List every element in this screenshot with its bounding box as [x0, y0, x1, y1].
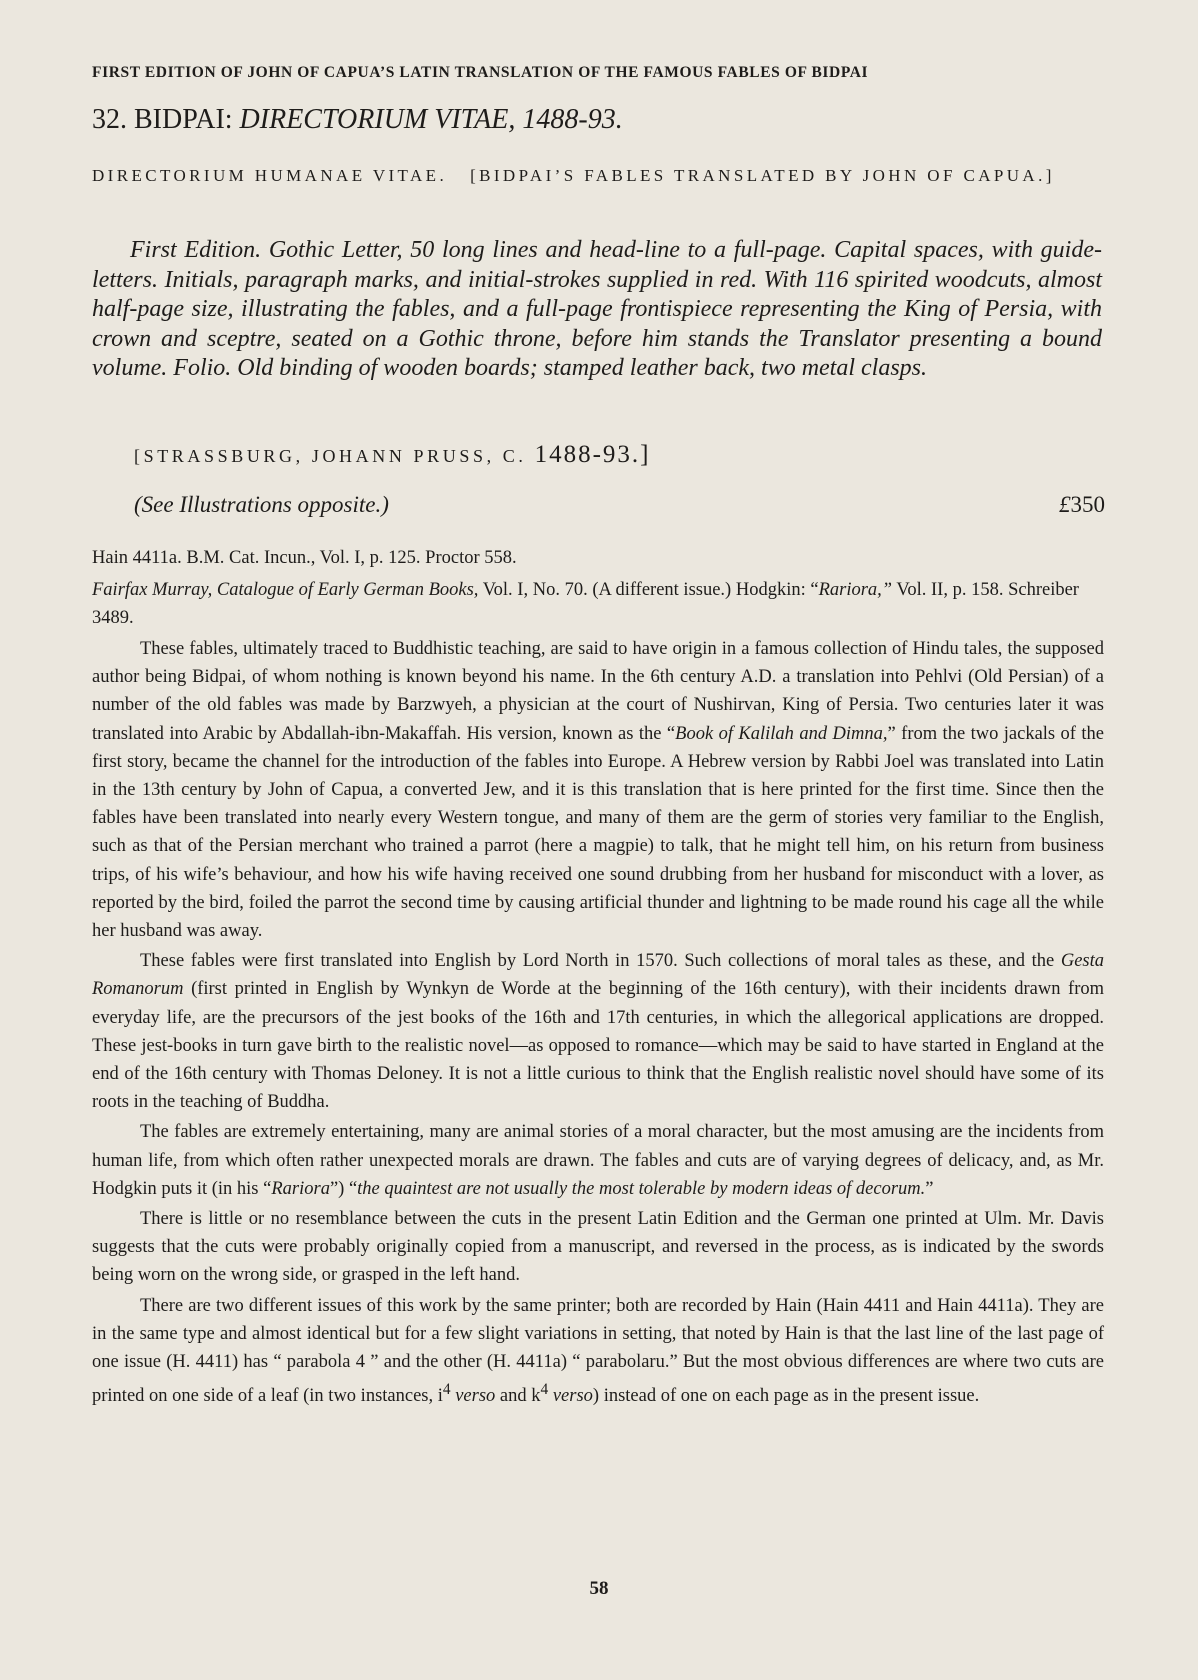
text-run: (first printed in English by Wynkyn de Worde at the beginning of the 16th century), with their incidents drawn from everyday life, are the precursors of the jest books of the 16th and 17th centuries, in which the allegorical applications are dropped. These jest-books in turn gave birth to the realistic novel—as opposed to romance—which may be said to have started in England at the end of the 16th century with Thomas Deloney. It is not a little curious to think that the English realistic novel should have some of its roots in the teaching of Buddha. — [92, 979, 1104, 1113]
full-title-bracket: [BIDPAI’S FABLES TRANSLATED BY JOHN OF CAPUA.] — [470, 166, 1055, 185]
text-run: The fables are extremely entertaining, many are animal stories of a moral character, but the most amusing are the incidents from human life, from which often rather unexpected morals are drawn. The fables and cuts are of varying degrees of delicacy, and, as Mr. Hodgkin puts it (in his “ — [92, 1122, 1104, 1199]
reference-text: Vol. II, p. 158. Schreiber 3489. — [92, 580, 1079, 628]
italic-run: Book of Kalilah and Dimna, — [675, 723, 888, 744]
reference-italic: Fairfax Murray, Catalogue of Early German Books, — [92, 580, 479, 600]
running-head: FIRST EDITION OF JOHN OF CAPUA’S LATIN TRANSLATION OF THE FAMOUS FABLES OF BIDPAI — [92, 64, 869, 81]
reference-text: Vol. I, No. 70. (A different issue.) Hodgkin: “ — [478, 580, 819, 600]
paragraph — [92, 947, 1104, 1116]
reference-line — [92, 576, 1104, 632]
paragraph — [92, 1118, 1104, 1203]
see-illustrations-note: (See Illustrations opposite.) — [134, 492, 389, 517]
italic-run: Rariora — [271, 1178, 330, 1199]
text-run: ” — [925, 1178, 934, 1199]
text-run: and k — [495, 1386, 541, 1407]
text-run: These fables were first translated into English by Lord North in 1570. Such collections of moral tales as these, and the — [140, 951, 1061, 972]
italic-run: verso — [548, 1386, 593, 1407]
superscript: 4 — [540, 1381, 549, 1399]
price-amount: 350 — [1070, 492, 1105, 517]
price-symbol: £ — [1059, 492, 1071, 517]
full-title — [92, 162, 1102, 190]
page-number: 58 — [589, 1578, 609, 1599]
references — [92, 544, 1104, 636]
italic-run: the quaintest are not usually the most tolerable by modern ideas of decorum. — [357, 1178, 926, 1199]
entry-title-italic: DIRECTORIUM VITAE, 1488-93. — [239, 104, 623, 135]
text-run: There are two different issues of this work by the same printer; both are recorded by Hain (Hain 4411 and Hain 4411a). They are in the same type and almost identical but for a few slight variations in setting, that noted by Hain is that the last line of the last page of one issue (H. 4411) has “ parabola 4 ” and the other (H. 4411a) “ parabolaru.” But the most obvious differences are where two cuts are printed on one side of a leaf (in two instances, i — [92, 1295, 1104, 1407]
italic-run: verso — [450, 1386, 496, 1407]
paragraph — [92, 635, 1104, 945]
text-run: These fables, ultimately traced to Buddhistic teaching, are said to have origin in a famous collection of Hindu tales, the supposed author being Bidpai, of whom nothing is known beyond his name. In the 6th century A.D. a translation into Pehlvi (Old Persian) of a number of the old fables was made by Barzwyeh, a physician at the court of Nushirvan, King of Persia. Two centuries later it was translated into Arabic by Abdallah-ibn-Makaffah. His version, known as the “ — [92, 639, 1104, 744]
reference-italic: Rariora,” — [818, 580, 893, 600]
full-title-main: DIRECTORIUM HUMANAE VITAE. — [92, 166, 448, 185]
text-run: ) instead of one on each page as in the present issue. — [592, 1386, 980, 1407]
paragraph — [92, 1292, 1104, 1411]
price — [1059, 492, 1105, 518]
paragraph: There is little or no resemblance between the cuts in the present Latin Edition and the German one printed at Ulm. Mr. Davis suggests that the cuts were probably originally copied from a manuscript, and reversed in the process, as is indicated by the swords being worn on the wrong side, or grasped in the left hand. — [92, 1209, 1104, 1286]
reference-line: Hain 4411a. B.M. Cat. Incun., Vol. I, p. 125. Proctor 558. — [92, 548, 517, 568]
imprint-date: 1488-93.] — [534, 441, 651, 468]
imprint-place-printer: [STRASSBURG, JOHANN PRUSS, C. — [134, 446, 527, 466]
superscript: 4 — [442, 1381, 451, 1399]
body-text — [92, 635, 1104, 1413]
text-run: ”) “ — [329, 1178, 358, 1199]
imprint — [134, 441, 651, 469]
entry-author: BIDPAI: — [134, 104, 233, 135]
text-run: ” from the two jackals of the first story, became the channel for the introduction of the fables into Europe. A Hebrew version by Rabbi Joel was translated into Latin in the 13th century by John of Capua, a converted Jew, and it is this translation that is here printed for the first time. Since then the fables have been translated into nearly every Western tongue, and many of them are the germ of stories very familiar to the English, such as that of the Persian merchant who trained a parrot (here a magpie) to talk, that he might tell him, on his return from business trips, of his wife’s behaviour, and how his wife having received one sound drubbing from her husband for misconduct with a lover, as reported by the bird, foiled the parrot the second time by causing artificial thunder and lightning to be made round his cage all the while her husband was away. — [92, 723, 1104, 942]
italic-run: Gesta Romanorum — [92, 951, 1104, 1000]
entry-number: 32. — [92, 104, 127, 135]
bibliographic-description: First Edition. Gothic Letter, 50 long lines and head-line to a full-page. Capital spaces, with guide-letters. Initials, paragraph marks, and initial-strokes supplied in red. With 116 spirited woodcuts, almost half-page size, illustrating the fables, and a full-page frontispiece representing the King of Persia, with crown and sceptre, seated on a Gothic throne, before him stands the Translator presenting a bound volume. Folio. Old binding of wooden boards; stamped leather back, two metal clasps. — [92, 237, 1102, 381]
entry-title — [92, 104, 623, 136]
